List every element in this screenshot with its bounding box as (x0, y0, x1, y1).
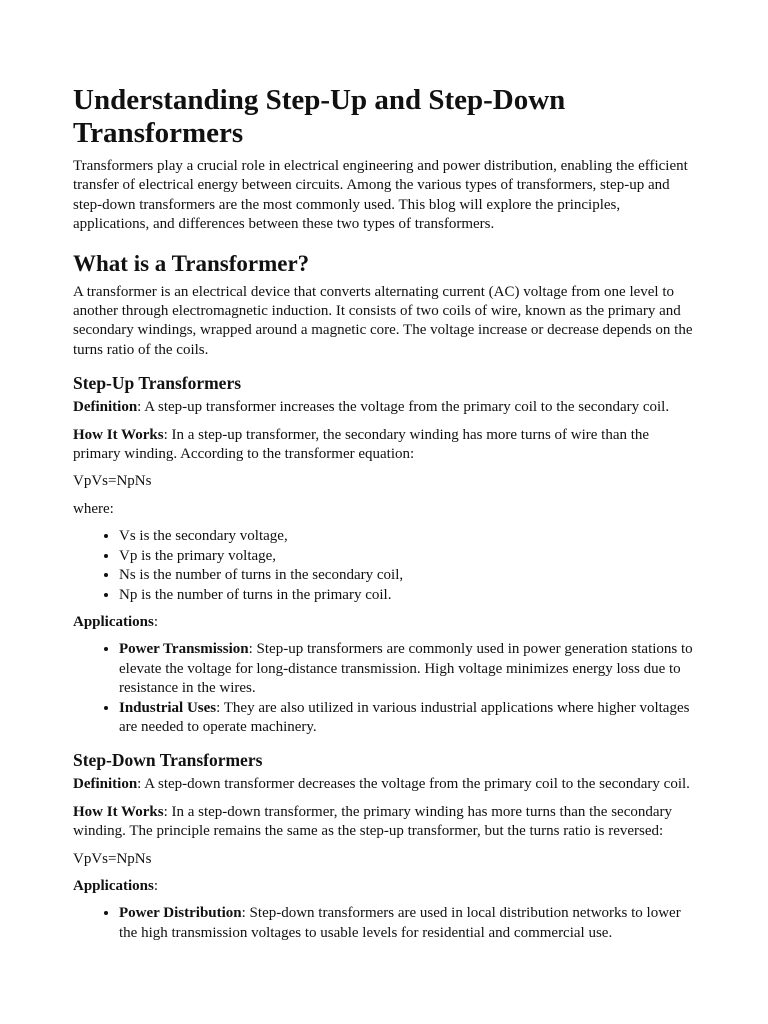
step-down-applications-colon: : (153, 877, 159, 894)
variable-list (73, 527, 695, 605)
step-up-definition (73, 398, 695, 417)
list-item: • Vs is the secondary voltage, (119, 527, 695, 546)
step-up-definition-text: : A step-up transformer increases the voltage from the primary coil to the secondary coil. (137, 399, 670, 416)
application-text: : Step-up transformers are commonly used in power generation stations to elevate the voltage for long-distance transmission. High voltage minimizes energy loss due to resistance in the wires. (119, 641, 693, 697)
step-down-definition-label: Definition (73, 776, 138, 793)
list-item (119, 640, 695, 698)
step-down-applications-heading (73, 877, 695, 896)
list-item (119, 699, 695, 738)
section-heading-step-up: Step-Up Transformers (73, 373, 242, 394)
list-item (119, 904, 695, 943)
list-item: • Ns is the number of turns in the secondary coil, (119, 566, 695, 585)
step-down-definition-text: : A step-down transformer decreases the voltage from the primary coil to the secondary coil. (137, 776, 690, 793)
step-up-applications-label: Applications (73, 613, 154, 630)
step-down-how-it-works (73, 803, 695, 842)
step-up-definition-label: Definition (73, 399, 138, 416)
list-item: • Vp is the primary voltage, (119, 547, 695, 566)
application-text: : They are also utilized in various industrial applications where higher voltages are needed to operate machinery. (119, 699, 690, 735)
step-up-applications-heading (73, 613, 695, 632)
step-up-how-text: : In a step-up transformer, the secondary winding has more turns of wire than the primary winding. According to the transformer equation: (73, 426, 650, 463)
application-label: Industrial Uses (119, 699, 217, 716)
step-up-applications-list (73, 640, 695, 737)
page-title: Understanding Step-Up and Step-Down Transformers (73, 84, 566, 149)
step-down-applications-label: Applications (73, 877, 154, 894)
step-down-how-text: : In a step-down transformer, the primary winding has more turns than the secondary winding. The principle remains the same as the step-up transformer, but the turns ratio is reversed: (73, 803, 673, 840)
application-label: Power Transmission (119, 641, 249, 658)
intro-paragraph: Transformers play a crucial role in electrical engineering and power distribution, enabling the efficient transfer of electrical energy between circuits. Among the various types of transformers, step-up and step-down transformers are the most commonly used. This blog will explore the principles, applications, and differences between these two types of transformers. (73, 158, 688, 233)
application-label: Power Distribution (119, 905, 242, 922)
list-item: • Np is the number of turns in the primary coil. (119, 586, 695, 605)
application-text: : Step-down transformers are used in local distribution networks to lower the high transmission voltages to usable levels for residential and commercial use. (119, 905, 681, 941)
step-down-how-label: How It Works (73, 803, 164, 820)
step-up-equation: VpVs=NpNs (73, 473, 152, 490)
step-down-definition (73, 775, 695, 794)
step-down-applications-list (73, 904, 695, 943)
step-up-how-label: How It Works (73, 426, 164, 443)
section-heading-step-down: Step-Down Transformers (73, 750, 263, 771)
what-is-paragraph: A transformer is an electrical device that converts alternating current (AC) voltage from one level to another through electromagnetic induction. It consists of two coils of wire, known as the primary and secondary windings, wrapped around a magnetic core. The voltage increase or decrease depends on the turns ratio of the coils. (73, 283, 693, 358)
section-heading-what-is: What is a Transformer? (73, 250, 310, 276)
step-down-equation: VpVs=NpNs (73, 850, 152, 867)
step-up-how-it-works (73, 426, 695, 465)
step-up-applications-colon: : (153, 613, 159, 630)
step-up-where: where: (73, 500, 114, 517)
